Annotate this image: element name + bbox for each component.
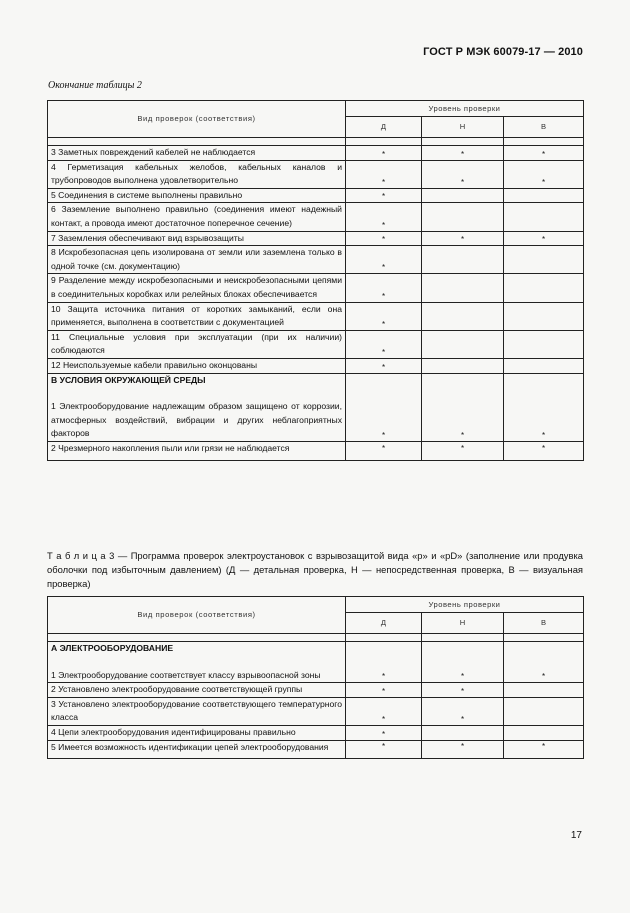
table-row [48,697,584,725]
table3-title: Т а б л и ц а 3 — Программа проверок электроустановок с взрывозащитой вида «p» и «pD» (заполнение или продувка оболочки под избыточным давлением) (Д — детальная проверка, Н — непосредственная проверка, В — визуальная проверка) [47,550,583,589]
mark-v [504,246,584,274]
row-text: 12 Неиспользуемые кабели правильно оконцованы [48,358,346,373]
table-row [48,642,584,683]
row-text: 11 Специальные условия при эксплуатации (при их наличии) соблюдаются [48,330,346,358]
table-row [48,203,584,231]
mark-n: * [422,740,504,759]
mark-d: * [346,330,422,358]
mark-d: * [346,160,422,188]
table3-header-check-type: Вид проверок (соответствия) [48,597,346,634]
mark-n [422,274,504,302]
mark-n [422,302,504,330]
mark-v: * [504,231,584,246]
mark-n: * [422,683,504,698]
row-text: 1 Электрооборудование соответствует классу взрывоопасной зоны [51,669,321,680]
mark-n [422,188,504,203]
mark-n [422,246,504,274]
mark-d: * [346,274,422,302]
mark-v [504,683,584,698]
row-text: 5 Соединения в системе выполнены правильно [48,188,346,203]
table-row [48,188,584,203]
mark-d: * [346,358,422,373]
table-row [48,302,584,330]
row-text: 2 Чрезмерного накопления пыли или грязи не наблюдается [48,441,346,461]
mark-d: * [346,146,422,161]
mark-v: * [504,642,584,683]
mark-d: * [346,697,422,725]
mark-n: * [422,373,504,441]
mark-v [504,358,584,373]
row-text: 4 Цепи электрооборудования идентифицированы правильно [48,725,346,740]
table2-header-col-n: Н [422,117,504,138]
mark-d: * [346,642,422,683]
table-row [48,274,584,302]
row-text: 7 Заземления обеспечивают вид взрывозащиты [48,231,346,246]
table-row [48,358,584,373]
table-row [48,330,584,358]
table-row [48,231,584,246]
row-text: 5 Имеется возможность идентификации цепей электрооборудования [48,740,346,759]
mark-n [422,203,504,231]
table2-caption: Окончание таблицы 2 [48,80,142,91]
row-text: 9 Разделение между искробезопасными и неискробезопасными цепями в соединительных коробках или релейных блоках обеспечивается [48,274,346,302]
table2-header-check-type: Вид проверок (соответствия) [48,101,346,138]
table-row [48,373,584,441]
mark-n: * [422,160,504,188]
page-number: 17 [570,830,582,841]
mark-d: * [346,441,422,461]
table2-header-level: Уровень проверки [346,101,584,117]
row-text: 10 Защита источника питания от коротких замыканий, если она применяется, выполнена в соответствии с документацией [48,302,346,330]
section-title: В УСЛОВИЯ ОКРУЖАЮЩЕЙ СРЕДЫ [51,374,206,385]
mark-d: * [346,231,422,246]
mark-v [504,330,584,358]
mark-d: * [346,302,422,330]
table3-header-col-n: Н [422,613,504,634]
mark-d: * [346,188,422,203]
row-text: 3 Установлено электрооборудование соответствующего температурного класса [48,697,346,725]
row-text: 3 Заметных повреждений кабелей не наблюдается [48,146,346,161]
mark-v [504,725,584,740]
mark-v: * [504,441,584,461]
mark-d: * [346,203,422,231]
mark-v [504,188,584,203]
table-row [48,146,584,161]
mark-v [504,203,584,231]
mark-v: * [504,373,584,441]
row-text [48,642,346,683]
table3-header-col-d: Д [346,613,422,634]
row-text: 1 Электрооборудование надлежащим образом защищено от коррозии, атмосферных воздействий, вибрации и других неблагоприятных факторов [51,401,342,439]
table-row [48,725,584,740]
mark-n: * [422,642,504,683]
mark-v [504,274,584,302]
table2 [47,100,584,461]
table-row [48,740,584,759]
table-row [48,246,584,274]
row-text: 4 Герметизация кабельных желобов, кабельных каналов и трубопроводов выполнена удовлетворительно [48,160,346,188]
row-text [48,373,346,441]
table3-header-level: Уровень проверки [346,597,584,613]
mark-n [422,725,504,740]
table-row [48,683,584,698]
row-text: 8 Искробезопасная цепь изолирована от земли или заземлена только в одной точке (см. документацию) [48,246,346,274]
mark-n [422,358,504,373]
section-title: А ЭЛЕКТРООБОРУДОВАНИЕ [51,643,174,653]
mark-n [422,330,504,358]
mark-d: * [346,740,422,759]
row-text: 6 Заземление выполнено правильно (соединения имеют надежный контакт, а провода имеют достаточное поперечное сечение) [48,203,346,231]
mark-n: * [422,697,504,725]
mark-n: * [422,441,504,461]
table3-header-col-v: В [504,613,584,634]
mark-v [504,302,584,330]
mark-d: * [346,683,422,698]
mark-d: * [346,246,422,274]
mark-v: * [504,740,584,759]
mark-n: * [422,231,504,246]
standard-header: ГОСТ Р МЭК 60079-17 — 2010 [423,46,583,58]
mark-d: * [346,373,422,441]
row-text: 2 Установлено электрооборудование соответствующей группы [48,683,346,698]
table3 [47,596,584,759]
mark-v: * [504,146,584,161]
table-row [48,160,584,188]
table2-header-col-d: Д [346,117,422,138]
mark-v: * [504,160,584,188]
mark-n: * [422,146,504,161]
table-row [48,441,584,461]
mark-d: * [346,725,422,740]
mark-v [504,697,584,725]
table2-header-col-v: В [504,117,584,138]
